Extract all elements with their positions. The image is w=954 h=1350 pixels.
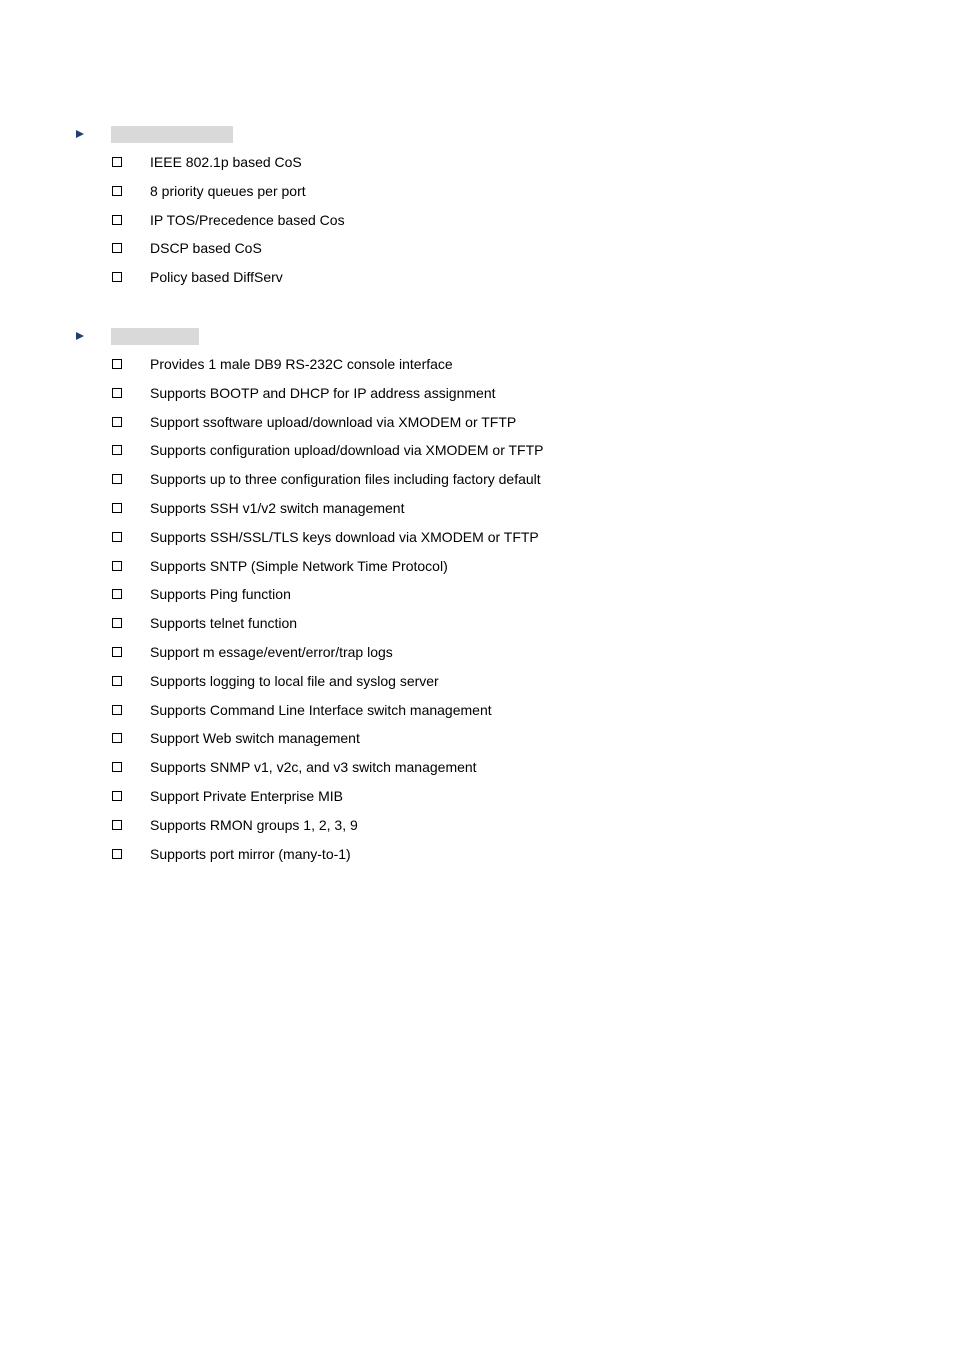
feature-text: Support m essage/event/error/trap logs [150,643,393,660]
section-header [0,326,954,346]
feature-text: Supports port mirror (many-to-1) [150,845,351,862]
checkbox-icon [112,733,122,743]
feature-text: Supports SNMP v1, v2c, and v3 switch management [150,759,477,776]
feature-list [0,152,954,296]
feature-text: Supports SSH v1/v2 switch management [150,499,405,516]
list-item [0,844,954,873]
feature-text: Supports Command Line Interface switch management [150,701,492,718]
triangle-bullet-icon [76,332,84,340]
feature-text: Support ssoftware upload/download via XMODEM or TFTP [150,413,517,430]
feature-text: Supports configuration upload/download via XMODEM or TFTP [150,442,544,459]
feature-text: Support Web switch management [150,730,360,747]
checkbox-icon [112,503,122,513]
list-item [0,815,954,844]
list-item [0,354,954,383]
checkbox-icon [112,561,122,571]
feature-text: Supports logging to local file and syslog server [150,672,439,689]
checkbox-icon [112,243,122,253]
list-item [0,757,954,786]
feature-text: Supports BOOTP and DHCP for IP address assignment [150,384,496,401]
list-item [0,728,954,757]
checkbox-icon [112,186,122,196]
feature-text: Provides 1 male DB9 RS-232C console interface [150,356,453,372]
checkbox-icon [112,215,122,225]
checkbox-icon [112,388,122,398]
list-item [0,181,954,210]
list-item [0,412,954,441]
list-item [0,642,954,671]
checkbox-icon [112,647,122,657]
checkbox-icon [112,676,122,686]
checkbox-icon [112,445,122,455]
list-item [0,613,954,642]
feature-text: IEEE 802.1p based CoS [150,154,302,170]
list-item [0,700,954,729]
feature-text: Supports SSH/SSL/TLS keys download via XMODEM or TFTP [150,528,539,545]
checkbox-icon [112,589,122,599]
feature-text: Supports Ping function [150,586,291,603]
list-item [0,527,954,556]
feature-text: Supports RMON groups 1, 2, 3, 9 [150,816,358,833]
checkbox-icon [112,820,122,830]
list-item [0,786,954,815]
checkbox-icon [112,157,122,167]
feature-list [0,354,954,872]
checkbox-icon [112,791,122,801]
list-item [0,440,954,469]
checkbox-icon [112,849,122,859]
feature-text: Support Private Enterprise MIB [150,787,343,804]
section-header [0,124,954,144]
checkbox-icon [112,618,122,628]
section-title-placeholder [111,126,233,143]
list-item [0,383,954,412]
list-item [0,584,954,613]
feature-text: 8 priority queues per port [150,182,306,199]
feature-text: Supports telnet function [150,615,298,632]
section-title-placeholder [111,328,199,345]
list-item [0,671,954,700]
checkbox-icon [112,272,122,282]
list-item [0,238,954,267]
triangle-bullet-icon [76,130,84,138]
checkbox-icon [112,474,122,484]
checkbox-icon [112,532,122,542]
feature-text: Supports SNTP (Simple Network Time Protocol) [150,557,448,574]
list-item [0,267,954,296]
section-management [0,326,954,862]
feature-text: IP TOS/Precedence based Cos [150,211,345,228]
checkbox-icon [112,359,122,369]
section-qos [0,124,954,286]
checkbox-icon [112,705,122,715]
feature-text: Supports up to three configuration files including factory default [150,471,541,488]
list-item [0,469,954,498]
list-item [0,556,954,585]
list-item [0,498,954,527]
list-item [0,152,954,181]
list-item [0,210,954,239]
checkbox-icon [112,417,122,427]
feature-text: Policy based DiffServ [150,269,283,286]
feature-text: DSCP based CoS [150,240,262,257]
checkbox-icon [112,762,122,772]
